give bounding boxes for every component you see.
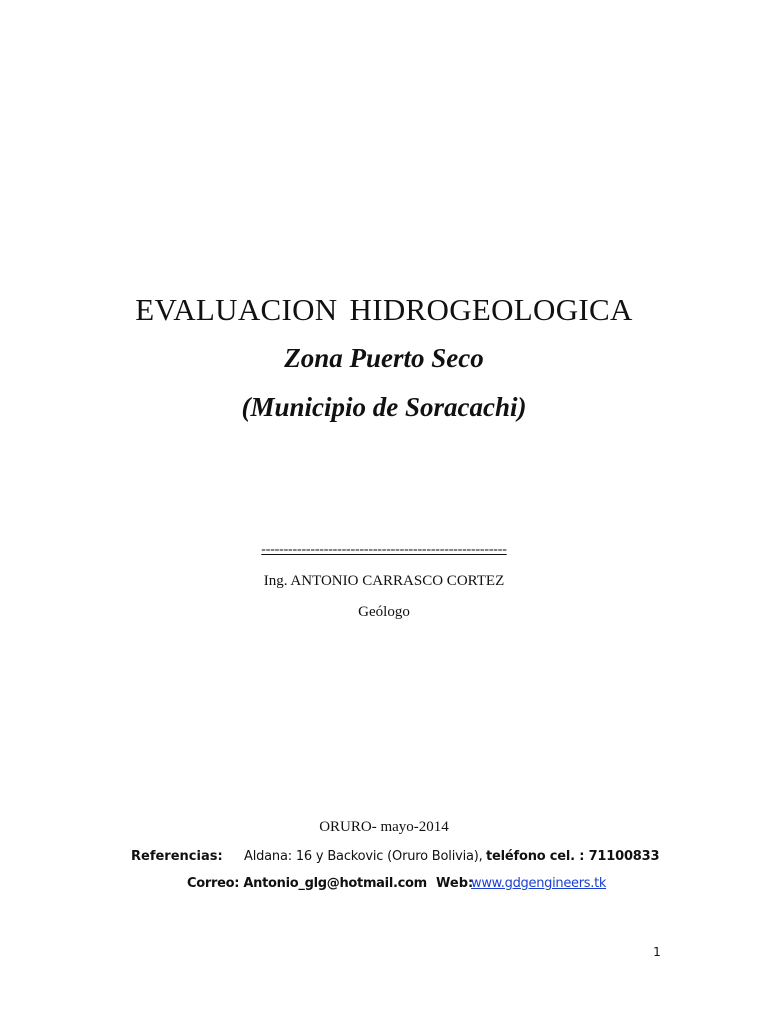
document-subtitle-municipality: (Municipio de Soracachi) <box>241 392 527 422</box>
document-subtitle-zone: Zona Puerto Seco <box>284 343 484 373</box>
web-link[interactable]: www.gdgengineers.tk <box>471 876 607 891</box>
web-label: Web: <box>436 876 474 891</box>
signature-line: ------------------------------------------------------- <box>261 542 507 557</box>
contact-email: Correo: Antonio_glg@hotmail.com <box>187 876 427 891</box>
author-name: Ing. ANTONIO CARRASCO CORTEZ <box>263 573 505 589</box>
document-title: EVALUACION HIDROGEOLOGICA <box>135 292 633 327</box>
author-role: Geólogo <box>358 604 410 620</box>
reference-address: Aldana: 16 y Backovic (Oruro Bolivia), <box>244 849 483 864</box>
page-number: 1 <box>653 945 661 959</box>
place-date: ORURO- mayo-2014 <box>319 819 449 835</box>
references-label: Referencias: <box>131 849 223 864</box>
contact-row <box>0 875 768 895</box>
references-row <box>0 848 768 868</box>
reference-phone: teléfono cel. : 71100833 <box>486 849 660 864</box>
